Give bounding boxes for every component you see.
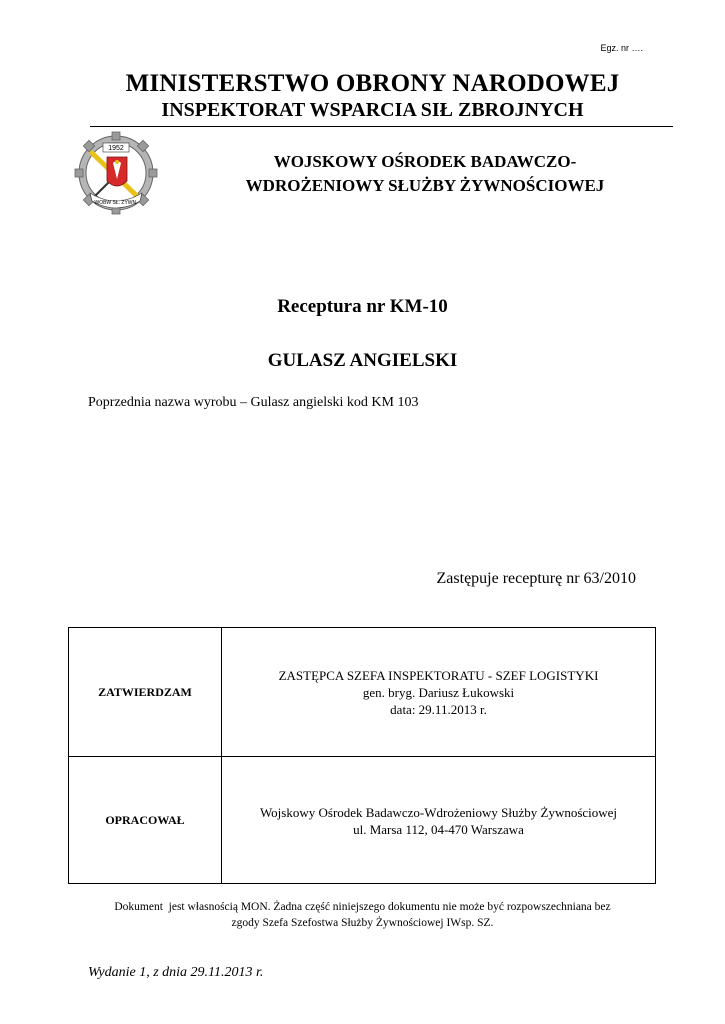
approve-details [222, 628, 655, 756]
approval-row [69, 628, 655, 757]
prepared-institution: Wojskowy Ośrodek Badawczo-Wdrożeniowy Służby Żywnościowej [259, 804, 618, 820]
recipe-number: Receptura nr KM-10 [277, 296, 448, 317]
inspectorate-title: INSPEKTORAT WSPARCIA SIŁ ZBROJNYCH [161, 99, 584, 121]
prepared-address: ul. Marsa 112, 04-470 Warszawa [353, 821, 524, 837]
institution-name-line2: WDROŻENIOWY SŁUŻBY ŻYWNOŚCIOWEJ [245, 176, 605, 195]
previous-product-name: Poprzednia nazwa wyrobu – Gulasz angielski kod KM 103 [88, 395, 419, 410]
institution-name-line1: WOJSKOWY OŚRODEK BADAWCZO- [273, 152, 577, 171]
emblem-caption: WOBW SŁ. ŻYWN. [94, 200, 138, 206]
institution-name [180, 150, 670, 198]
approve-position: ZASTĘPCA SZEFA INSPEKTORATU - SZEF LOGISTYKI [278, 667, 599, 683]
copy-number-label: Egz. nr …. [600, 43, 643, 53]
prepared-label: OPRACOWAŁ [69, 757, 222, 884]
ministry-title: MINISTERSTWO OBRONY NARODOWEJ [125, 70, 620, 97]
emblem-year: 1952 [108, 145, 124, 152]
ownership-notice-line2: zgody Szefa Szefostwa Służby Żywnościowej IWsp. SZ. [231, 917, 494, 929]
replaces-recipe: Zastępuje recepturę nr 63/2010 [436, 570, 636, 587]
recipe-title: GULASZ ANGIELSKI [267, 350, 458, 371]
approve-label: ZATWIERDZAM [69, 628, 222, 756]
approve-date: data: 29.11.2013 r. [390, 701, 487, 717]
ownership-notice-line1: Dokument jest własnością MON. Żadna część niniejszego dokumentu nie może być rozpowszechniana bez [114, 901, 611, 913]
ownership-notice [70, 899, 655, 931]
approval-table [68, 627, 656, 884]
edition-info: Wydanie 1, z dnia 29.11.2013 r. [88, 965, 264, 980]
header-divider [90, 126, 673, 127]
emblem-icon [74, 131, 158, 215]
prepared-details [222, 757, 655, 884]
prepared-row [69, 757, 655, 884]
approve-person: gen. bryg. Dariusz Łukowski [362, 684, 515, 700]
